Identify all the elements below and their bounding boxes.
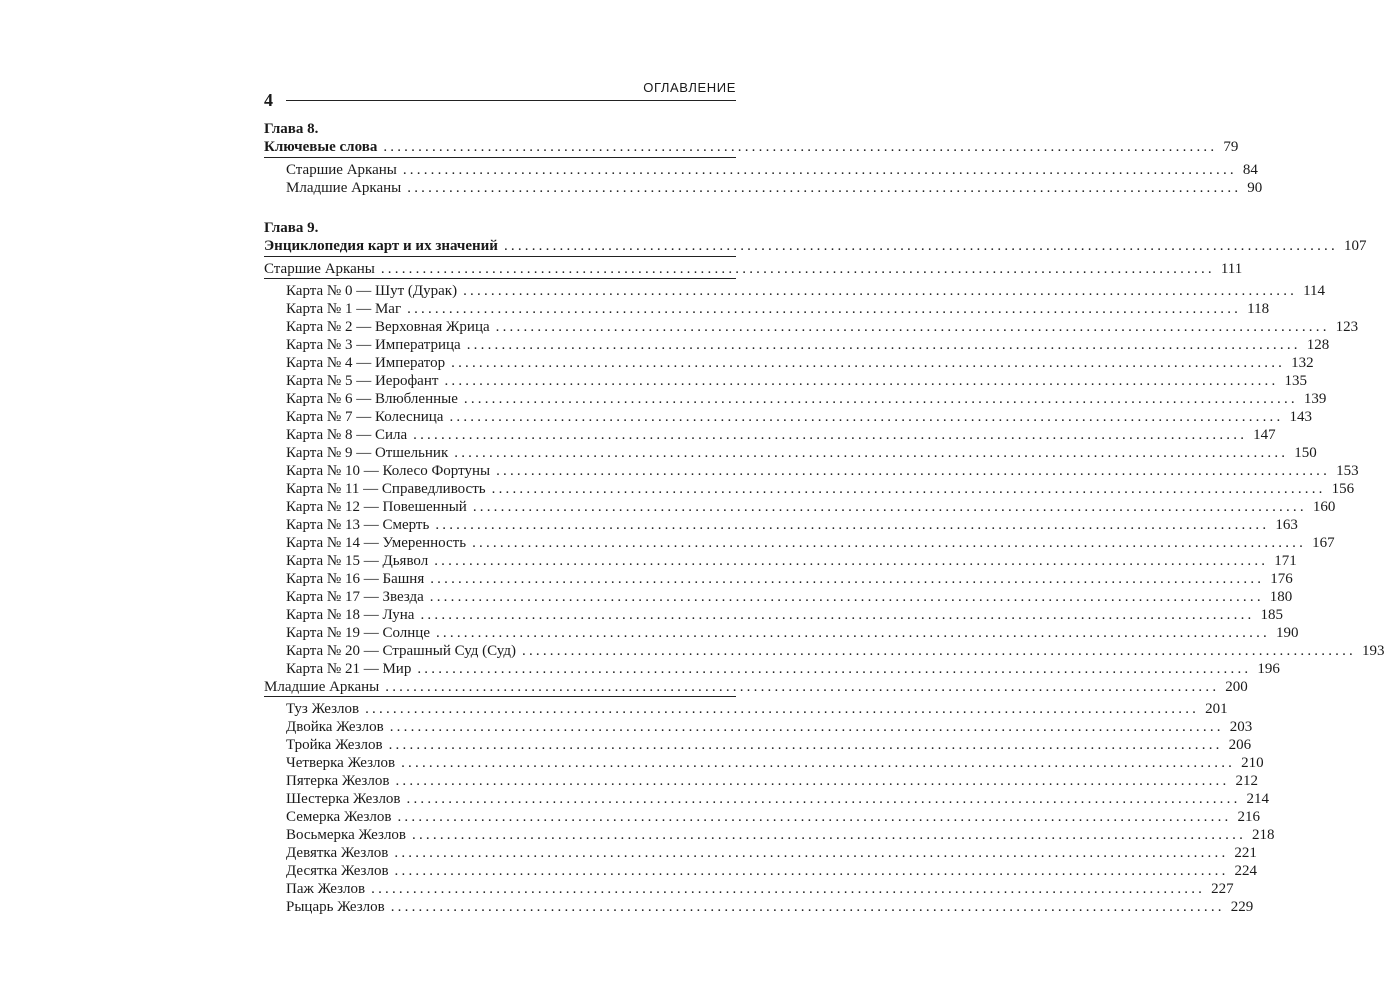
section-title-entry-label: Старшие Арканы <box>264 261 375 277</box>
toc-entry-label: Двойка Жезлов <box>286 719 384 735</box>
section-title-entry[interactable] <box>264 260 1243 279</box>
toc-entry-label: Карта № 14 — Умеренность <box>286 535 467 551</box>
toc-entry[interactable] <box>264 736 1252 754</box>
dot-leader: ........................................................................................................................ <box>412 827 1247 843</box>
toc-page <box>264 78 1385 916</box>
toc-entry[interactable] <box>264 700 1228 718</box>
section-title-entry-page-number: 200 <box>1225 679 1248 695</box>
dot-leader: ........................................................................................................................ <box>449 409 1284 425</box>
toc-entry[interactable] <box>264 179 1263 197</box>
dot-leader: ........................................................................................................................ <box>430 571 1265 587</box>
toc-entry-label: Карта № 6 — Влюбленные <box>286 391 458 407</box>
toc-entry[interactable] <box>264 336 1330 354</box>
dot-leader: ........................................................................................................................ <box>444 373 1279 389</box>
toc-entry-page-number: 176 <box>1270 571 1293 587</box>
toc-entry[interactable] <box>264 624 1299 642</box>
toc-entry[interactable] <box>264 354 1314 372</box>
toc-entry-label: Карта № 9 — Отшельник <box>286 445 449 461</box>
section-title-entry-page-number: 111 <box>1220 261 1243 277</box>
toc-entry-page-number: 132 <box>1291 355 1314 371</box>
toc-entry[interactable] <box>264 844 1257 862</box>
toc-entry-page-number: 227 <box>1211 881 1234 897</box>
dot-leader: ........................................................................................................................ <box>463 283 1298 299</box>
toc-entry[interactable] <box>264 534 1335 552</box>
toc-entry-page-number: 193 <box>1362 643 1385 659</box>
dot-leader: ........................................................................................................................ <box>402 162 1237 178</box>
toc-entry[interactable] <box>264 642 1385 660</box>
toc-entry[interactable] <box>264 161 1258 179</box>
dot-leader: ........................................................................................................................ <box>463 391 1298 407</box>
toc-entry-label: Шестерка Жезлов <box>286 791 401 807</box>
toc-entry-page-number: 216 <box>1237 809 1260 825</box>
toc-entry-label: Карта № 13 — Смерть <box>286 517 430 533</box>
dot-leader: ........................................................................................................................ <box>365 701 1200 717</box>
toc-entry[interactable] <box>264 498 1336 516</box>
dot-leader: ........................................................................................................................ <box>420 607 1255 623</box>
toc-entry-label: Карта № 11 — Справедливость <box>286 481 486 497</box>
toc-entry-label: Карта № 12 — Повешенный <box>286 499 467 515</box>
toc-entry-label: Рыцарь Жезлов <box>286 899 385 915</box>
toc-entry-page-number: 206 <box>1228 737 1252 753</box>
toc-entry[interactable] <box>264 754 1264 772</box>
dot-leader: ........................................................................................................................ <box>390 899 1225 915</box>
toc-entry-page-number: 84 <box>1242 162 1258 178</box>
table-of-contents <box>264 120 1385 916</box>
toc-entry-page-number: 201 <box>1205 701 1228 717</box>
toc-entry-label: Тройка Жезлов <box>286 737 383 753</box>
dot-leader: ........................................................................................................................ <box>434 553 1269 569</box>
dot-leader: ........................................................................................................................ <box>413 427 1248 443</box>
toc-entry[interactable] <box>264 390 1327 408</box>
running-header <box>264 78 736 108</box>
toc-entry-label: Карта № 0 — Шут (Дурак) <box>286 283 458 299</box>
page-number: 4 <box>264 90 273 110</box>
chapter-title-entry[interactable] <box>264 138 1239 158</box>
toc-entry[interactable] <box>264 318 1359 336</box>
toc-entry-label: Карта № 17 — Звезда <box>286 589 424 605</box>
toc-entry-page-number: 143 <box>1289 409 1312 425</box>
dot-leader: ........................................................................................................................ <box>395 773 1230 789</box>
toc-entry-label: Карта № 5 — Иерофант <box>286 373 439 389</box>
toc-entry[interactable] <box>264 300 1270 318</box>
toc-entry[interactable] <box>264 898 1254 916</box>
toc-entry-page-number: 153 <box>1336 463 1359 479</box>
section-title-entry[interactable] <box>264 678 1248 697</box>
toc-entry-page-number: 139 <box>1303 391 1327 407</box>
toc-entry-page-number: 210 <box>1241 755 1264 771</box>
toc-entry-page-number: 221 <box>1234 845 1257 861</box>
toc-entry-page-number: 128 <box>1306 337 1330 353</box>
toc-entry-label: Карта № 21 — Мир <box>286 661 412 677</box>
dot-leader: ........................................................................................................................ <box>491 481 1326 497</box>
dot-leader: ........................................................................................................................ <box>407 301 1242 317</box>
section-block <box>264 260 1385 678</box>
header-rule <box>286 100 736 101</box>
toc-entry[interactable] <box>264 408 1312 426</box>
toc-entry[interactable] <box>264 516 1298 534</box>
toc-entry[interactable] <box>264 282 1326 300</box>
toc-entry-page-number: 156 <box>1331 481 1355 497</box>
toc-entry-page-number: 185 <box>1260 607 1283 623</box>
dot-leader: ........................................................................................................................ <box>472 535 1307 551</box>
toc-entry-page-number: 214 <box>1246 791 1270 807</box>
toc-entry[interactable] <box>264 660 1280 678</box>
toc-entry[interactable] <box>264 552 1297 570</box>
toc-entry-label: Младшие Арканы <box>286 180 402 196</box>
toc-entry-label: Карта № 15 — Дьявол <box>286 553 429 569</box>
toc-entry-page-number: 218 <box>1252 827 1275 843</box>
chapter-title-entry-label: Ключевые слова <box>264 139 378 155</box>
dot-leader: ........................................................................................................................ <box>495 319 1330 335</box>
toc-entry-label: Карта № 1 — Маг <box>286 301 402 317</box>
toc-entry-page-number: 196 <box>1257 661 1280 677</box>
dot-leader: ........................................................................................................................ <box>389 719 1224 735</box>
toc-entry-label: Пятерка Жезлов <box>286 773 390 789</box>
toc-entry[interactable] <box>264 718 1253 736</box>
toc-entry[interactable] <box>264 444 1317 462</box>
dot-leader: ........................................................................................................................ <box>406 791 1241 807</box>
toc-entry-page-number: 229 <box>1230 899 1254 915</box>
toc-entry-label: Карта № 10 — Колесо Фортуны <box>286 463 491 479</box>
toc-entry-label: Туз Жезлов <box>286 701 360 717</box>
dot-leader: ........................................................................................................................ <box>435 625 1270 641</box>
dot-leader: ........................................................................................................................ <box>394 845 1229 861</box>
toc-entry-page-number: 171 <box>1274 553 1297 569</box>
toc-entry-page-number: 123 <box>1335 319 1359 335</box>
toc-entry[interactable] <box>264 570 1293 588</box>
dot-leader: ........................................................................................................................ <box>397 809 1232 825</box>
toc-entry-label: Карта № 19 — Солнце <box>286 625 430 641</box>
dot-leader: ........................................................................................................................ <box>472 499 1307 515</box>
toc-entry[interactable] <box>264 588 1293 606</box>
toc-entry[interactable] <box>264 480 1355 498</box>
dot-leader: ........................................................................................................................ <box>503 238 1338 254</box>
toc-entry-label: Карта № 18 — Луна <box>286 607 415 623</box>
toc-entry-label: Восьмерка Жезлов <box>286 827 407 843</box>
toc-entry-page-number: 90 <box>1247 180 1263 196</box>
toc-entry-label: Карта № 20 — Страшный Суд (Суд) <box>286 643 516 659</box>
toc-entry-label: Карта № 2 — Верховная Жрица <box>286 319 490 335</box>
dot-leader: ........................................................................................................................ <box>466 337 1301 353</box>
dot-leader: ........................................................................................................................ <box>388 737 1223 753</box>
toc-entry-label: Паж Жезлов <box>286 881 366 897</box>
toc-entry-label: Карта № 7 — Колесница <box>286 409 444 425</box>
toc-entry-page-number: 224 <box>1234 863 1258 879</box>
dot-leader: ........................................................................................................................ <box>435 517 1270 533</box>
running-title: ОГЛАВЛЕНИЕ <box>643 80 736 95</box>
dot-leader: ........................................................................................................................ <box>385 679 1220 695</box>
toc-entry-label: Карта № 3 — Императрица <box>286 337 461 353</box>
toc-entry[interactable] <box>264 880 1234 898</box>
toc-entry-page-number: 163 <box>1275 517 1298 533</box>
chapter-title-entry-page-number: 79 <box>1223 139 1239 155</box>
chapter-title-entry-label: Энциклопедия карт и их значений <box>264 238 498 254</box>
toc-entry-page-number: 190 <box>1275 625 1299 641</box>
dot-leader: ........................................................................................................................ <box>429 589 1264 605</box>
toc-entry[interactable] <box>264 808 1260 826</box>
chapter-title-entry[interactable] <box>264 237 1367 257</box>
toc-entry-page-number: 147 <box>1253 427 1276 443</box>
toc-entry[interactable] <box>264 790 1270 808</box>
dot-leader: ........................................................................................................................ <box>522 643 1356 659</box>
toc-entry-page-number: 212 <box>1235 773 1258 789</box>
toc-entry-page-number: 203 <box>1229 719 1253 735</box>
toc-entry[interactable] <box>264 426 1276 444</box>
toc-entry-page-number: 118 <box>1247 301 1270 317</box>
section-title-entry-label: Младшие Арканы <box>264 679 380 695</box>
dot-leader: ........................................................................................................................ <box>454 445 1289 461</box>
toc-entry-page-number: 135 <box>1284 373 1307 389</box>
toc-entry-label: Карта № 8 — Сила <box>286 427 408 443</box>
toc-entry[interactable] <box>264 772 1258 790</box>
toc-entry-page-number: 167 <box>1312 535 1335 551</box>
toc-entry-label: Четверка Жезлов <box>286 755 396 771</box>
chapter-block <box>264 120 1263 197</box>
dot-leader: ........................................................................................................................ <box>496 463 1331 479</box>
toc-entry-page-number: 150 <box>1294 445 1317 461</box>
dot-leader: ........................................................................................................................ <box>401 755 1236 771</box>
toc-entry-label: Карта № 4 — Император <box>286 355 446 371</box>
dot-leader: ........................................................................................................................ <box>383 139 1218 155</box>
toc-entry-label: Девятка Жезлов <box>286 845 389 861</box>
toc-entry-page-number: 180 <box>1269 589 1293 605</box>
chapter-label: Глава 9. <box>264 220 319 236</box>
toc-entry[interactable] <box>264 372 1307 390</box>
toc-entry-page-number: 114 <box>1303 283 1326 299</box>
toc-entry-page-number: 160 <box>1312 499 1336 515</box>
section-block <box>264 678 1275 916</box>
dot-leader: ........................................................................................................................ <box>394 863 1229 879</box>
dot-leader: ........................................................................................................................ <box>380 261 1215 277</box>
toc-entry[interactable] <box>264 462 1359 480</box>
toc-entry[interactable] <box>264 826 1275 844</box>
dot-leader: ........................................................................................................................ <box>417 661 1252 677</box>
dot-leader: ........................................................................................................................ <box>371 881 1206 897</box>
toc-entry-label: Старшие Арканы <box>286 162 397 178</box>
toc-entry-label: Семерка Жезлов <box>286 809 392 825</box>
chapter-block <box>264 219 1385 916</box>
toc-entry[interactable] <box>264 862 1258 880</box>
chapter-title-entry-page-number: 107 <box>1343 238 1367 254</box>
toc-entry[interactable] <box>264 606 1283 624</box>
toc-entry-label: Карта № 16 — Башня <box>286 571 425 587</box>
dot-leader: ........................................................................................................................ <box>451 355 1286 371</box>
toc-entry-label: Десятка Жезлов <box>286 863 389 879</box>
chapter-label: Глава 8. <box>264 121 319 137</box>
dot-leader: ........................................................................................................................ <box>407 180 1242 196</box>
